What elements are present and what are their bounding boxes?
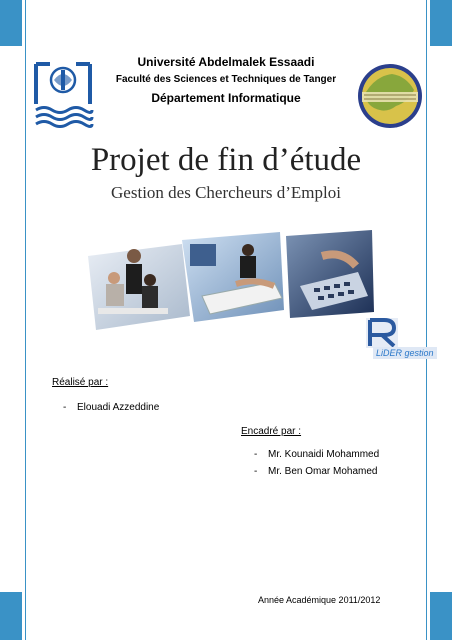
frame-bar-top-left: [0, 0, 22, 46]
university-name: Université Abdelmalek Essaadi: [137, 55, 315, 69]
frame-bar-bottom-right: [430, 592, 452, 640]
supervisor-item: [254, 466, 377, 477]
supervised-by-label: Encadré par :: [241, 426, 302, 437]
photo-office-team: [88, 244, 190, 330]
cover-photo-collage: [86, 226, 376, 336]
department-name: Département Informatique: [151, 91, 301, 105]
supervisor-name: Mr. Kounaidi Mohammed: [268, 449, 380, 460]
frame-bar-top-right: [430, 0, 452, 46]
academic-year: Année Académique 2011/2012: [258, 595, 381, 605]
frame-bar-bottom-left: [0, 592, 22, 640]
faculty-seal: [356, 62, 424, 130]
document-title: Projet de fin d’étude: [90, 142, 362, 178]
supervisor-item: [254, 449, 379, 460]
document-subtitle: Gestion des Chercheurs d’Emploi: [111, 183, 341, 202]
photo-keyboard: [182, 232, 284, 322]
list-dash: -: [254, 466, 258, 477]
list-dash: -: [254, 449, 258, 460]
lider-wordmark: LiDER gestion: [373, 347, 437, 359]
author-item: [63, 402, 159, 413]
realised-by-label: Réalisé par :: [52, 377, 109, 388]
supervisor-name: Mr. Ben Omar Mohamed: [268, 466, 378, 477]
author-name: Elouadi Azzeddine: [77, 402, 160, 413]
photo-typing-hands: [286, 230, 374, 318]
faculty-name: Faculté des Sciences et Techniques de Tanger: [115, 74, 337, 85]
list-dash: -: [63, 402, 67, 413]
